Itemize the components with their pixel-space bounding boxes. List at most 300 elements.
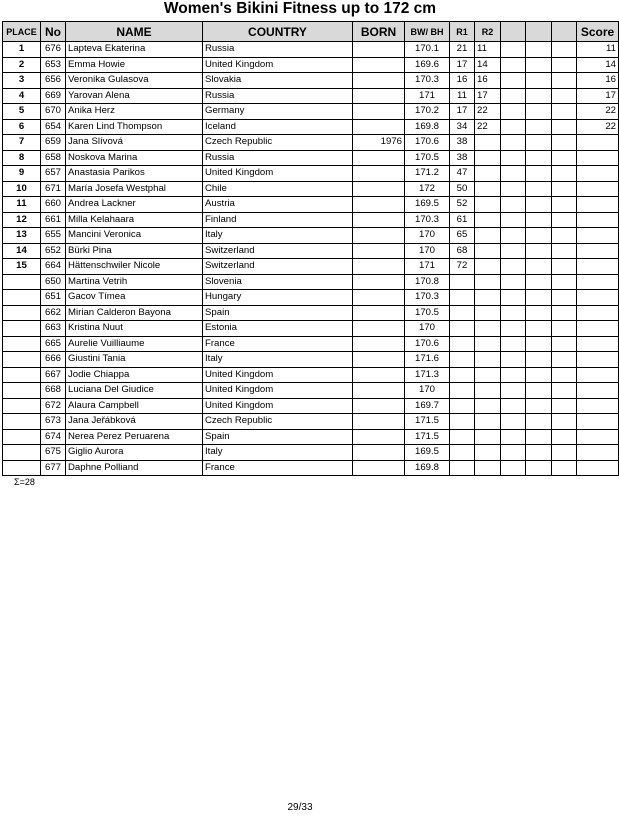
- cell-no: 658: [41, 150, 66, 166]
- cell-empty-1: [501, 305, 526, 321]
- cell-name: Karen Lind Thompson: [66, 119, 203, 135]
- cell-score: 16: [577, 73, 619, 89]
- cell-no: 653: [41, 57, 66, 73]
- cell-country: Estonia: [203, 321, 353, 337]
- cell-place: [3, 398, 41, 414]
- cell-bw-bh: 170.5: [405, 305, 450, 321]
- cell-born: [353, 290, 405, 306]
- cell-place: 7: [3, 135, 41, 151]
- cell-empty-3: [552, 305, 577, 321]
- cell-r2: [475, 212, 501, 228]
- cell-bw-bh: 170: [405, 321, 450, 337]
- cell-r1: [450, 414, 475, 430]
- cell-empty-3: [552, 228, 577, 244]
- cell-name: Martina Vetrih: [66, 274, 203, 290]
- table-row: [3, 336, 619, 352]
- cell-score: [577, 321, 619, 337]
- cell-bw-bh: 170.5: [405, 150, 450, 166]
- cell-bw-bh: 171: [405, 259, 450, 275]
- cell-empty-2: [526, 460, 552, 476]
- cell-r2: [475, 290, 501, 306]
- cell-score: 11: [577, 42, 619, 58]
- cell-empty-1: [501, 243, 526, 259]
- cell-r1: 68: [450, 243, 475, 259]
- cell-empty-1: [501, 197, 526, 213]
- table-row: [3, 429, 619, 445]
- cell-born: [353, 398, 405, 414]
- cell-name: Nerea Perez Peruarena: [66, 429, 203, 445]
- cell-r2: 11: [475, 42, 501, 58]
- cell-name: Mancini Veronica: [66, 228, 203, 244]
- cell-bw-bh: 170: [405, 243, 450, 259]
- cell-score: [577, 290, 619, 306]
- cell-r1: [450, 321, 475, 337]
- cell-country: Italy: [203, 352, 353, 368]
- cell-r1: [450, 274, 475, 290]
- cell-r1: 38: [450, 150, 475, 166]
- cell-bw-bh: 169.8: [405, 119, 450, 135]
- cell-r2: 17: [475, 88, 501, 104]
- cell-country: Slovenia: [203, 274, 353, 290]
- cell-empty-2: [526, 383, 552, 399]
- cell-bw-bh: 172: [405, 181, 450, 197]
- cell-country: United Kingdom: [203, 398, 353, 414]
- cell-empty-1: [501, 321, 526, 337]
- cell-r1: 21: [450, 42, 475, 58]
- cell-empty-2: [526, 445, 552, 461]
- cell-empty-3: [552, 398, 577, 414]
- cell-score: [577, 414, 619, 430]
- cell-country: Austria: [203, 197, 353, 213]
- cell-country: United Kingdom: [203, 166, 353, 182]
- cell-score: 14: [577, 57, 619, 73]
- cell-country: Czech Republic: [203, 135, 353, 151]
- cell-score: 17: [577, 88, 619, 104]
- cell-born: [353, 88, 405, 104]
- cell-empty-3: [552, 119, 577, 135]
- cell-name: Hättenschwiler Nicole: [66, 259, 203, 275]
- cell-r1: [450, 445, 475, 461]
- cell-empty-3: [552, 290, 577, 306]
- cell-empty-2: [526, 305, 552, 321]
- cell-empty-3: [552, 445, 577, 461]
- cell-born: [353, 181, 405, 197]
- page-number: 29/33: [287, 802, 313, 813]
- cell-name: Gacov Tímea: [66, 290, 203, 306]
- cell-no: 673: [41, 414, 66, 430]
- cell-place: [3, 429, 41, 445]
- cell-score: [577, 135, 619, 151]
- cell-no: 674: [41, 429, 66, 445]
- cell-score: [577, 398, 619, 414]
- cell-empty-2: [526, 290, 552, 306]
- cell-empty-2: [526, 166, 552, 182]
- cell-place: 13: [3, 228, 41, 244]
- table-row: [3, 352, 619, 368]
- cell-score: [577, 150, 619, 166]
- cell-country: France: [203, 336, 353, 352]
- cell-r1: [450, 290, 475, 306]
- cell-empty-2: [526, 104, 552, 120]
- cell-place: [3, 352, 41, 368]
- cell-country: United Kingdom: [203, 383, 353, 399]
- cell-born: [353, 429, 405, 445]
- cell-born: [353, 321, 405, 337]
- cell-place: 15: [3, 259, 41, 275]
- cell-empty-3: [552, 460, 577, 476]
- cell-empty-1: [501, 119, 526, 135]
- cell-born: [353, 336, 405, 352]
- cell-score: [577, 166, 619, 182]
- cell-born: [353, 119, 405, 135]
- cell-empty-1: [501, 398, 526, 414]
- cell-r2: [475, 398, 501, 414]
- cell-empty-1: [501, 228, 526, 244]
- cell-born: [353, 305, 405, 321]
- cell-score: [577, 429, 619, 445]
- cell-score: [577, 274, 619, 290]
- cell-empty-1: [501, 383, 526, 399]
- cell-empty-2: [526, 321, 552, 337]
- cell-r1: 47: [450, 166, 475, 182]
- cell-born: [353, 212, 405, 228]
- table-row: [3, 228, 619, 244]
- cell-r2: 16: [475, 73, 501, 89]
- cell-r2: 14: [475, 57, 501, 73]
- cell-no: 663: [41, 321, 66, 337]
- cell-bw-bh: 170.3: [405, 212, 450, 228]
- cell-empty-2: [526, 429, 552, 445]
- cell-place: [3, 367, 41, 383]
- cell-bw-bh: 170.2: [405, 104, 450, 120]
- cell-empty-1: [501, 259, 526, 275]
- cell-empty-2: [526, 181, 552, 197]
- cell-place: 3: [3, 73, 41, 89]
- cell-born: 1976: [353, 135, 405, 151]
- cell-empty-3: [552, 352, 577, 368]
- table-row: [3, 57, 619, 73]
- cell-bw-bh: 169.5: [405, 197, 450, 213]
- cell-name: Giglio Aurora: [66, 445, 203, 461]
- cell-no: 655: [41, 228, 66, 244]
- table-row: [3, 119, 619, 135]
- cell-country: Italy: [203, 445, 353, 461]
- cell-country: France: [203, 460, 353, 476]
- cell-bw-bh: 171.2: [405, 166, 450, 182]
- cell-no: 656: [41, 73, 66, 89]
- cell-r2: [475, 197, 501, 213]
- cell-name: Yarovan Alena: [66, 88, 203, 104]
- table-row: [3, 135, 619, 151]
- cell-place: 14: [3, 243, 41, 259]
- cell-r2: [475, 274, 501, 290]
- cell-born: [353, 73, 405, 89]
- cell-empty-3: [552, 259, 577, 275]
- cell-born: [353, 445, 405, 461]
- cell-r2: [475, 460, 501, 476]
- cell-name: Giustini Tania: [66, 352, 203, 368]
- cell-score: [577, 212, 619, 228]
- table-row: [3, 166, 619, 182]
- cell-born: [353, 243, 405, 259]
- cell-empty-1: [501, 460, 526, 476]
- cell-no: 666: [41, 352, 66, 368]
- cell-no: 661: [41, 212, 66, 228]
- cell-no: 651: [41, 290, 66, 306]
- cell-born: [353, 460, 405, 476]
- cell-empty-1: [501, 57, 526, 73]
- cell-born: [353, 166, 405, 182]
- cell-r2: [475, 259, 501, 275]
- cell-born: [353, 259, 405, 275]
- cell-r1: [450, 398, 475, 414]
- cell-no: 672: [41, 398, 66, 414]
- cell-name: Bürki Pina: [66, 243, 203, 259]
- cell-empty-3: [552, 166, 577, 182]
- table-row: [3, 414, 619, 430]
- cell-empty-2: [526, 336, 552, 352]
- cell-empty-2: [526, 414, 552, 430]
- cell-empty-1: [501, 135, 526, 151]
- cell-born: [353, 57, 405, 73]
- cell-no: 665: [41, 336, 66, 352]
- cell-country: Finland: [203, 212, 353, 228]
- cell-r1: 72: [450, 259, 475, 275]
- cell-name: Alaura Campbell: [66, 398, 203, 414]
- cell-bw-bh: 169.6: [405, 57, 450, 73]
- cell-born: [353, 352, 405, 368]
- cell-bw-bh: 170: [405, 228, 450, 244]
- cell-name: Emma Howie: [66, 57, 203, 73]
- cell-empty-2: [526, 228, 552, 244]
- table-row: [3, 367, 619, 383]
- cell-no: 670: [41, 104, 66, 120]
- cell-r2: [475, 135, 501, 151]
- cell-empty-3: [552, 135, 577, 151]
- cell-score: [577, 259, 619, 275]
- table-row: [3, 212, 619, 228]
- cell-bw-bh: 169.7: [405, 398, 450, 414]
- cell-empty-2: [526, 119, 552, 135]
- cell-r1: [450, 429, 475, 445]
- cell-place: [3, 274, 41, 290]
- cell-bw-bh: 170.6: [405, 135, 450, 151]
- table-row: [3, 460, 619, 476]
- cell-country: Czech Republic: [203, 414, 353, 430]
- cell-empty-3: [552, 383, 577, 399]
- cell-country: Iceland: [203, 119, 353, 135]
- cell-no: 669: [41, 88, 66, 104]
- cell-bw-bh: 171.3: [405, 367, 450, 383]
- cell-country: Italy: [203, 228, 353, 244]
- cell-name: Jana Jeřábková: [66, 414, 203, 430]
- table-row: [3, 42, 619, 58]
- cell-name: Daphne Polliand: [66, 460, 203, 476]
- cell-empty-3: [552, 429, 577, 445]
- cell-empty-3: [552, 212, 577, 228]
- cell-empty-1: [501, 352, 526, 368]
- cell-country: Russia: [203, 88, 353, 104]
- cell-place: [3, 336, 41, 352]
- cell-name: Milla Kelahaara: [66, 212, 203, 228]
- header-empty-2: [526, 22, 552, 42]
- cell-born: [353, 42, 405, 58]
- table-row: [3, 197, 619, 213]
- cell-empty-2: [526, 367, 552, 383]
- cell-born: [353, 414, 405, 430]
- cell-country: Russia: [203, 150, 353, 166]
- cell-empty-2: [526, 57, 552, 73]
- cell-place: 4: [3, 88, 41, 104]
- table-header-row: [3, 22, 619, 42]
- cell-empty-2: [526, 150, 552, 166]
- cell-bw-bh: 171.6: [405, 352, 450, 368]
- cell-empty-2: [526, 212, 552, 228]
- cell-place: 11: [3, 197, 41, 213]
- cell-no: 675: [41, 445, 66, 461]
- cell-bw-bh: 171.5: [405, 429, 450, 445]
- cell-score: [577, 383, 619, 399]
- cell-empty-3: [552, 88, 577, 104]
- cell-no: 650: [41, 274, 66, 290]
- table-row: [3, 445, 619, 461]
- table-row: [3, 305, 619, 321]
- cell-place: 1: [3, 42, 41, 58]
- table-row: [3, 274, 619, 290]
- table-row: [3, 398, 619, 414]
- cell-country: Switzerland: [203, 259, 353, 275]
- cell-name: Lapteva Ekaterina: [66, 42, 203, 58]
- cell-r1: 16: [450, 73, 475, 89]
- cell-empty-2: [526, 135, 552, 151]
- table-row: [3, 290, 619, 306]
- cell-country: United Kingdom: [203, 57, 353, 73]
- header-born: BORN: [353, 22, 405, 42]
- cell-empty-3: [552, 243, 577, 259]
- cell-empty-2: [526, 398, 552, 414]
- table-row: [3, 259, 619, 275]
- cell-empty-3: [552, 414, 577, 430]
- cell-r2: 22: [475, 104, 501, 120]
- cell-country: Switzerland: [203, 243, 353, 259]
- cell-name: Luciana Del Giudice: [66, 383, 203, 399]
- cell-score: [577, 445, 619, 461]
- header-name: NAME: [66, 22, 203, 42]
- cell-empty-3: [552, 57, 577, 73]
- cell-r2: [475, 228, 501, 244]
- header-bw-bh: BW/ BH: [405, 22, 450, 42]
- cell-no: 667: [41, 367, 66, 383]
- cell-no: 662: [41, 305, 66, 321]
- table-row: [3, 321, 619, 337]
- cell-empty-2: [526, 259, 552, 275]
- cell-r1: [450, 460, 475, 476]
- cell-name: Veronika Gulasova: [66, 73, 203, 89]
- cell-r1: 34: [450, 119, 475, 135]
- cell-name: Jana Slívová: [66, 135, 203, 151]
- header-empty-3: [552, 22, 577, 42]
- cell-empty-3: [552, 197, 577, 213]
- table-row: [3, 181, 619, 197]
- header-no: No: [41, 22, 66, 42]
- cell-place: [3, 414, 41, 430]
- cell-country: Spain: [203, 429, 353, 445]
- cell-r2: [475, 166, 501, 182]
- cell-empty-3: [552, 181, 577, 197]
- header-r1: R1: [450, 22, 475, 42]
- cell-r1: 17: [450, 57, 475, 73]
- cell-name: Andrea Lackner: [66, 197, 203, 213]
- cell-r2: [475, 383, 501, 399]
- cell-bw-bh: 170: [405, 383, 450, 399]
- header-score: Score: [577, 22, 619, 42]
- cell-score: 22: [577, 119, 619, 135]
- cell-name: María Josefa Westphal: [66, 181, 203, 197]
- cell-no: 660: [41, 197, 66, 213]
- cell-born: [353, 383, 405, 399]
- cell-empty-1: [501, 73, 526, 89]
- cell-empty-1: [501, 414, 526, 430]
- cell-score: [577, 460, 619, 476]
- cell-no: 664: [41, 259, 66, 275]
- cell-no: 659: [41, 135, 66, 151]
- cell-bw-bh: 170.3: [405, 73, 450, 89]
- cell-place: [3, 460, 41, 476]
- cell-country: Germany: [203, 104, 353, 120]
- cell-place: 2: [3, 57, 41, 73]
- cell-country: Russia: [203, 42, 353, 58]
- cell-r1: 38: [450, 135, 475, 151]
- cell-bw-bh: 170.6: [405, 336, 450, 352]
- cell-empty-1: [501, 429, 526, 445]
- cell-r1: [450, 305, 475, 321]
- header-r2: R2: [475, 22, 501, 42]
- cell-empty-3: [552, 336, 577, 352]
- cell-empty-2: [526, 42, 552, 58]
- cell-born: [353, 367, 405, 383]
- cell-empty-3: [552, 42, 577, 58]
- cell-born: [353, 228, 405, 244]
- cell-score: [577, 367, 619, 383]
- cell-r2: 22: [475, 119, 501, 135]
- cell-empty-3: [552, 150, 577, 166]
- table-row: [3, 150, 619, 166]
- cell-r1: 61: [450, 212, 475, 228]
- cell-r2: [475, 150, 501, 166]
- cell-born: [353, 197, 405, 213]
- cell-empty-2: [526, 352, 552, 368]
- cell-no: 676: [41, 42, 66, 58]
- cell-no: 652: [41, 243, 66, 259]
- results-table: [2, 21, 619, 476]
- cell-empty-3: [552, 367, 577, 383]
- cell-score: [577, 197, 619, 213]
- cell-empty-1: [501, 88, 526, 104]
- cell-no: 671: [41, 181, 66, 197]
- cell-place: [3, 445, 41, 461]
- cell-empty-3: [552, 104, 577, 120]
- header-place: PLACE: [3, 22, 41, 42]
- cell-r1: [450, 352, 475, 368]
- cell-r2: [475, 336, 501, 352]
- cell-no: 677: [41, 460, 66, 476]
- cell-r2: [475, 429, 501, 445]
- cell-empty-1: [501, 336, 526, 352]
- cell-bw-bh: 170.1: [405, 42, 450, 58]
- table-row: [3, 383, 619, 399]
- header-empty-1: [501, 22, 526, 42]
- cell-bw-bh: 169.8: [405, 460, 450, 476]
